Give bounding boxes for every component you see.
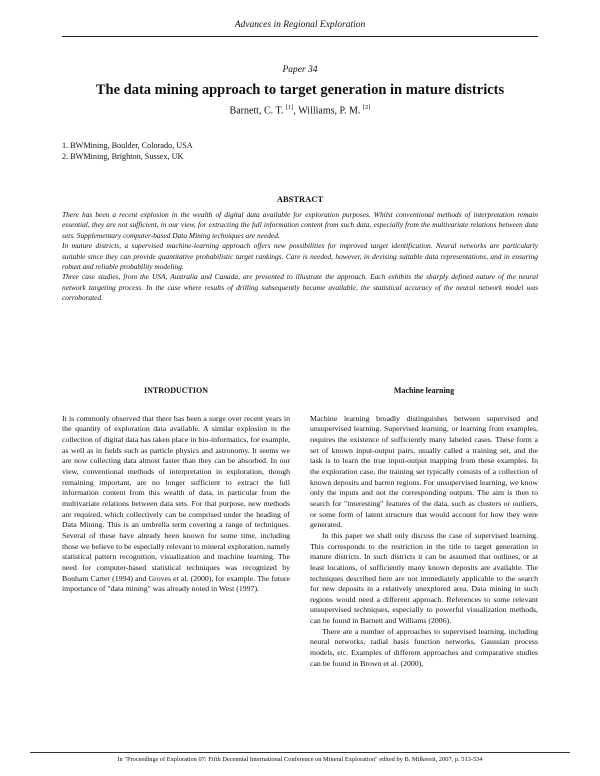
author-name: Williams, P. M. <box>298 105 361 117</box>
body-paragraph: There are a number of approaches to supervised learning, including neural networks, radial basis function networks, Gaussian process models, etc. Examples of different approaches and comparative studies can be found in Brown et al. (2000), <box>310 626 538 668</box>
body-paragraph: Machine learning broadly distinguishes between supervised and unsupervised learning. Supervised learning, or learning from examples, requires the existence of sufficiently many labeled cases. These form a set of known input-output pairs, usually called a training set, and the task is to learn the true input-output mapping from these examples. In the exploration case, the training set typically consists of a collection of known deposits and barren regions. For unsupervised learning, we know only the inputs and not the corresponding outputs. The aim is then to search for "interesting" features of the data, such as clusters or outliers, or some form of latent structure that would account for how they were generated. <box>310 413 538 530</box>
abstract-paragraph: There has been a recent explosion in the wealth of digital data available for exploration purposes. Whilst conventional methods of interpretation remain essential, they are not sufficient, in our view, for extracting the full information content from such data, especially from the multivariate relations between data sets. Supplementary computer-based Data Mining techniques are needed. <box>62 210 538 240</box>
body-paragraph: In this paper we shall only discuss the case of supervised learning. This corresponds to the restriction in the title to target generation in mature districts. In such districts it can be assumed that outlines, or at least locations, of sufficiently many known deposits are available. The techniques described here are not immediately applicable to the search for new deposits in a relatively unexplored area. Data mining in such regions would need a different approach. References to some relevant unsupervised techniques, especially to powerful visualization methods, can be found in Barnett and Williams (2006). <box>310 530 538 626</box>
paper-number: Paper 34 <box>282 65 318 75</box>
left-column <box>62 386 290 595</box>
machine-learning-heading: Machine learning <box>393 386 455 395</box>
right-column <box>310 386 538 669</box>
author-affiliation-mark: [1] <box>285 104 294 111</box>
author-affiliation-mark: [2] <box>362 104 371 111</box>
author-name: Barnett, C. T. <box>229 105 284 117</box>
abstract <box>62 210 538 304</box>
introduction-heading: INTRODUCTION <box>143 386 208 395</box>
abstract-paragraph: Three case studies, from the USA, Australia and Canada, are presented to illustrate the approach. Each exhibits the sharply defined nature of the neural network targeting process. In the case where results of drilling subsequently became available, the statistical accuracy of the neural network model was corroborated. <box>62 272 538 303</box>
running-head: Advances in Regional Exploration <box>234 20 366 30</box>
body-paragraph: It is commonly observed that there has been a surge over recent years in the quantity of exploration data available. A similar explosion in the collection of digital data has taken place in bio-informatics, for example, as well as in fields such as particle physics and astronomy. It seems we are now collecting data almost faster than they can be absorbed. In our view, conventional methods of interpretation in exploration, though remaining important, are no longer sufficient to extract the full information content from this wealth of data, in particular from the multivariate relations between data sets. For that purpose, new methods are required, which collectively can be comprised under the heading of Data Mining. This is an umbrella term covering a range of techniques. Several of these have already been known for some time, including those we believe to be especially relevant to mineral exploration, namely statistical pattern recognition, visualization and machine learning. The need for computer-based statistical techniques was recognized by Bonham Carter (1994) and Groves et al. (2000), for example. The future importance of "data mining" was already noted in West (1997). <box>62 413 290 594</box>
author-line <box>0 104 600 116</box>
affiliation: 2. BWMining, Brighton, Sussex, UK <box>62 152 184 161</box>
footer-citation: In "Proceedings of Exploration 07: Fifth Decennial International Conference on Mineral Exploration" edited by B. Milkereit, 2007, p. 513-534 <box>117 756 483 763</box>
footer-rule <box>30 752 570 753</box>
abstract-heading: ABSTRACT <box>276 194 324 204</box>
abstract-paragraph: In mature districts, a supervised machine-learning approach offers new possibilities for improved target identification. Neural networks are particularly suitable since they can provide quantitative probabilistic target rankings. Care is needed, however, in devising suitable data representations, and in ensuring robust and reliable probability modeling. <box>62 241 538 272</box>
affiliation: 1. BWMining, Boulder, Colorado, USA <box>62 141 193 150</box>
author-separator: , <box>293 105 299 117</box>
header-rule <box>62 36 538 37</box>
paper-title: The data mining approach to target generation in mature districts <box>95 82 505 98</box>
